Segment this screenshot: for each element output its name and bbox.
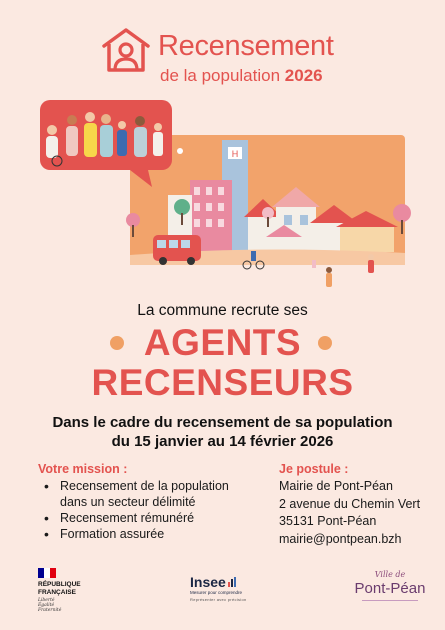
apply-line: 2 avenue du Chemin Vert xyxy=(279,496,421,511)
list-item-continuation: dans un secteur délimité xyxy=(60,495,196,509)
headline-recenseurs: RECENSEURS xyxy=(91,362,354,403)
insee-tagline-2: Représenter avec précision xyxy=(190,597,247,602)
insee-bars-icon xyxy=(228,577,238,587)
pont-pean-logo xyxy=(340,570,440,601)
svg-text:H: H xyxy=(231,149,239,159)
divider xyxy=(362,600,418,601)
footer-logos xyxy=(0,560,445,630)
list-item: • Formation assurée xyxy=(42,526,248,542)
mission-title: Votre mission : xyxy=(38,462,128,476)
pp-name: Pont-Péan xyxy=(354,580,426,597)
header xyxy=(0,18,445,88)
rf-name-line: FRANÇAISE xyxy=(38,588,76,596)
town-illustration xyxy=(0,95,445,300)
insee-logo xyxy=(190,574,280,602)
insee-tagline: Mesurer pour comprendre xyxy=(190,590,243,595)
subtitle-year: 2026 xyxy=(284,66,323,85)
headline-agents: AGENTS xyxy=(143,322,302,363)
apply-line: 35131 Pont-Péan xyxy=(279,514,377,528)
rf-motto: Liberté xyxy=(38,598,55,603)
email-link[interactable]: mairie@pontpean.bzh xyxy=(279,531,402,546)
rf-motto: Égalité xyxy=(38,603,55,608)
house-person-icon xyxy=(100,24,152,76)
context-line: Dans le cadre du recensement de sa population xyxy=(52,414,393,431)
mission-list xyxy=(38,478,248,542)
headline-row xyxy=(0,322,445,362)
rf-name-line: RÉPUBLIQUE xyxy=(38,581,81,588)
insee-name: Insee xyxy=(190,574,226,590)
pp-small: Ville de xyxy=(374,570,406,579)
context-dates: du 15 janvier au 14 février 2026 xyxy=(111,433,334,450)
rf-motto: Fraternité xyxy=(38,608,62,613)
list-item: • Recensement de la population xyxy=(42,478,248,494)
republique-francaise-logo xyxy=(38,568,108,613)
tagline: La commune recrute ses xyxy=(137,302,308,319)
list-item: • Recensement rémunéré xyxy=(42,510,248,526)
context-text xyxy=(0,413,445,451)
flag-icon xyxy=(38,568,56,578)
orange-dot xyxy=(318,336,332,350)
page-title: Recensement xyxy=(158,30,334,62)
subtitle-text: de la population xyxy=(160,66,281,85)
apply-section xyxy=(279,462,439,548)
apply-line: Mairie de Pont-Péan xyxy=(279,479,393,493)
apply-title: Je postule : xyxy=(279,462,349,476)
mission-section xyxy=(38,462,248,542)
page-subtitle xyxy=(160,66,323,86)
